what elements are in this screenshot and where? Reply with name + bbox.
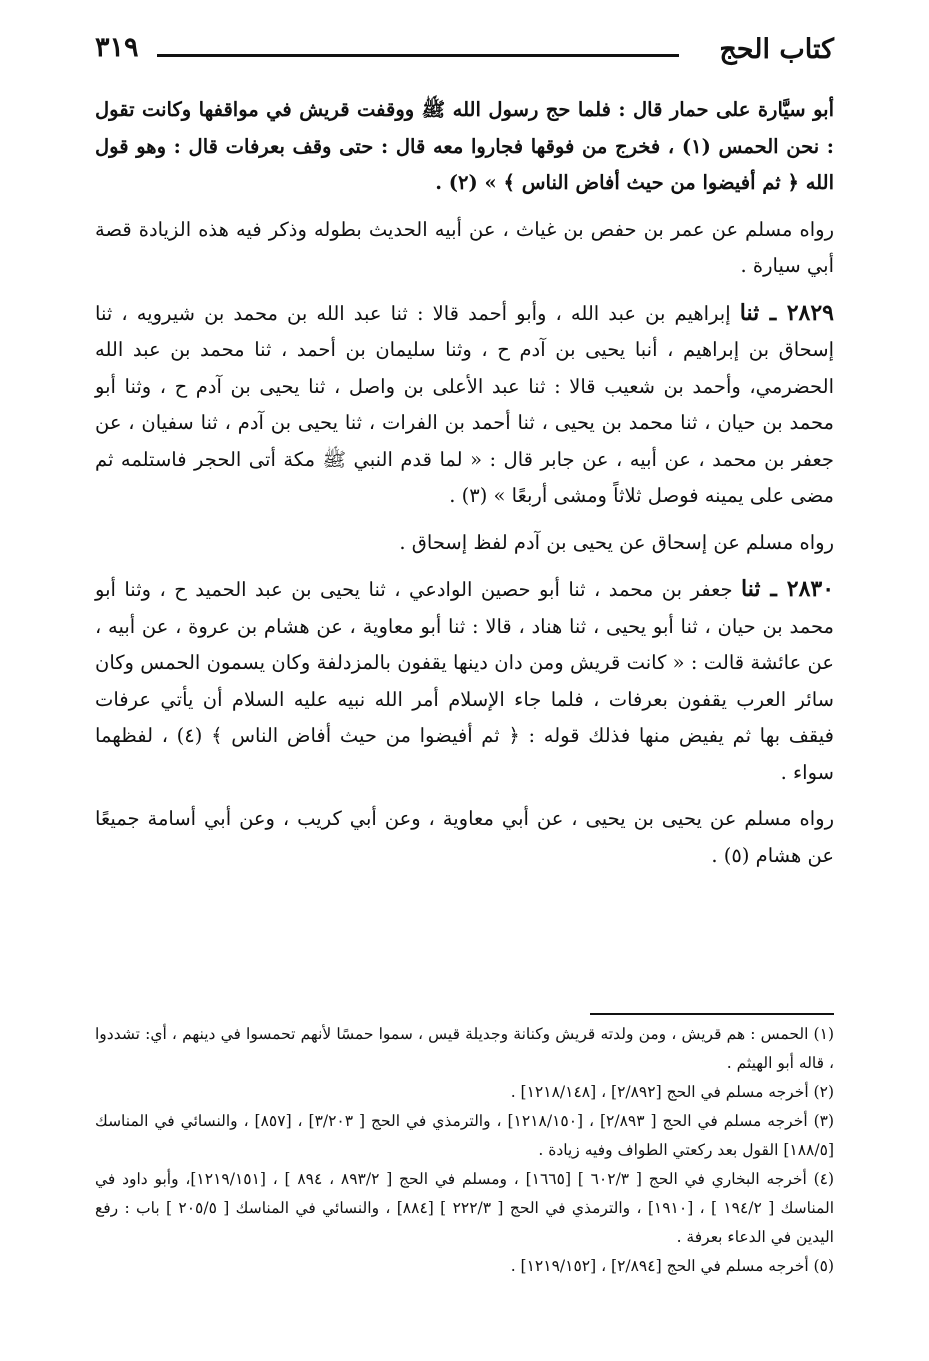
- paragraph-1: [95, 92, 834, 202]
- footnote-3: (٣) أخرجه مسلم في الحج [ ٢/٨٩٣] ، [١٢١٨/١٥٠] ، والترمذي في الحج [ ٣/٢٠٣] ، [٨٥٧] ، والنسائي في المناسك [١٨٨/٥] القول بعد ركعتي الطواف وفيه زيادة .: [95, 1112, 835, 1159]
- hadith-number-2830: ٢٨٣٠ ـ ثنا: [741, 576, 835, 602]
- footnote-1: (١) الحمس : هم قريش ، ومن ولدته قريش وكنانة وجديلة قيس ، سموا حمسًا لأنهم تحمسوا في دينهم ، أي: تشددوا ، قاله أبو الهيثم .: [95, 1025, 834, 1072]
- hadith-number-2829: ٢٨٢٩ ـ ثنا: [739, 299, 834, 326]
- footnote-separator: [590, 1013, 834, 1015]
- hadith-2830-text: جعفر بن محمد ، ثنا أبو حصين الوادعي ، ثنا يحيى بن عبد الحميد ح ، وثنا أبو محمد بن حيان ، ثنا أبو يحيى ، ثنا هناد ، قالا : ثنا أبو معاوية ، عن هشام بن عروة ، عن أبيه ، عن عائشة قالت : « كانت قريش ومن دان دينها يقفون بالمزدلفة وكان يسمون الحمس وكان سائر العرب يقفون بعرفات ، فلما جاء الإسلام أمر الله نبيه عليه السلام أن يأتي عرفات فيقف بها ثم يفيض منها فذلك قوله : ﴿ ثم أفيضوا من حيث أفاض الناس ﴾ (٤) ، لفظهما سواء .: [95, 578, 834, 784]
- hadith-2830: [95, 571, 834, 791]
- paragraph-6-text: رواه مسلم عن يحيى بن يحيى ، عن أبي معاوية ، وعن أبي كريب ، وعن أبي أسامة جميعًا عن هشام (٥) .: [95, 807, 834, 867]
- hadith-2829-text: إبراهيم بن عبد الله ، وأبو أحمد قالا : ثنا عبد الله بن محمد بن شيرويه ، ثنا إسحاق بن إبراهيم ، أنبا يحيى بن آدم ح ، وثنا سليمان بن أحمد ، ثنا محمد بن عبد الله الحضرمي، وأحمد بن شعيب قالا : ثنا عبد الأعلى بن واصل ، ثنا يحيى بن آدم ح ، وثنا أبو محمد بن حيان ، ثنا محمد بن يحيى ، ثنا أحمد بن الفرات ، ثنا يحيى بن آدم ، ثنا سفيان ، عن جعفر بن محمد ، عن أبيه ، عن جابر قال : « لما قدم النبي ﷺ مكة أتى الحجر فاستلمه ثم مضى على يمينه فوصل ثلاثاً ومشى أربعًا » (٣) .: [95, 301, 834, 507]
- paragraph-1-text: أبو سيَّارة على حمار قال : فلما حج رسول الله ﷺ ووقفت قريش في مواقفها وكانت تقول : نحن الحمس (١) ، فخرج من فوقها فجاروا معه قال : حتى وقف بعرفات قال : وهو قول الله ﴿ ثم أفيضوا من حيث أفاض الناس ﴾ » (٢) .: [95, 98, 834, 194]
- footnote-5: (٥) أخرجه مسلم في الحج [٢/٨٩٤] ، [١٢١٩/١٥٢] .: [510, 1257, 834, 1275]
- page-header: [95, 30, 834, 80]
- main-text: [95, 92, 834, 874]
- paragraph-6: [95, 801, 834, 874]
- page-number: ٣١٩: [95, 32, 139, 63]
- footnotes: [95, 1020, 834, 1281]
- paragraph-4-text: رواه مسلم عن إسحاق عن يحيى بن آدم لفظ إسحاق .: [399, 530, 834, 554]
- book-title: كتاب الحج: [719, 34, 834, 65]
- footnote-4: (٤) أخرجه البخاري في الحج [ ٦٠٢/٣ ] [١٦٦٥] ، ومسلم في الحج [ ٨٩٣/٢ ، ٨٩٤ ] ، [١٢١٩/١٥١]، وأبو داود في المناسك [ ١٩٤/٢ ] ، [١٩١٠] ، والترمذي في الحج [ ٢٢٢/٣ ] [٨٨٤] ، والنسائي في المناسك [ ٢٠٥/٥ ] باب : رفع اليدين في الدعاء بعرفة .: [95, 1170, 835, 1246]
- footnote-2: (٢) أخرجه مسلم في الحج [٢/٨٩٢] ، [١٢١٨/١٤٨] .: [510, 1083, 834, 1101]
- hadith-2829: [95, 295, 834, 515]
- header-rule: [157, 54, 679, 57]
- paragraph-2-text: رواه مسلم عن عمر بن حفص بن غياث ، عن أبيه الحديث بطوله وذكر فيه هذه الزيادة قصة أبي سيارة .: [95, 217, 834, 277]
- paragraph-2: [95, 212, 834, 285]
- paragraph-4: [95, 525, 834, 562]
